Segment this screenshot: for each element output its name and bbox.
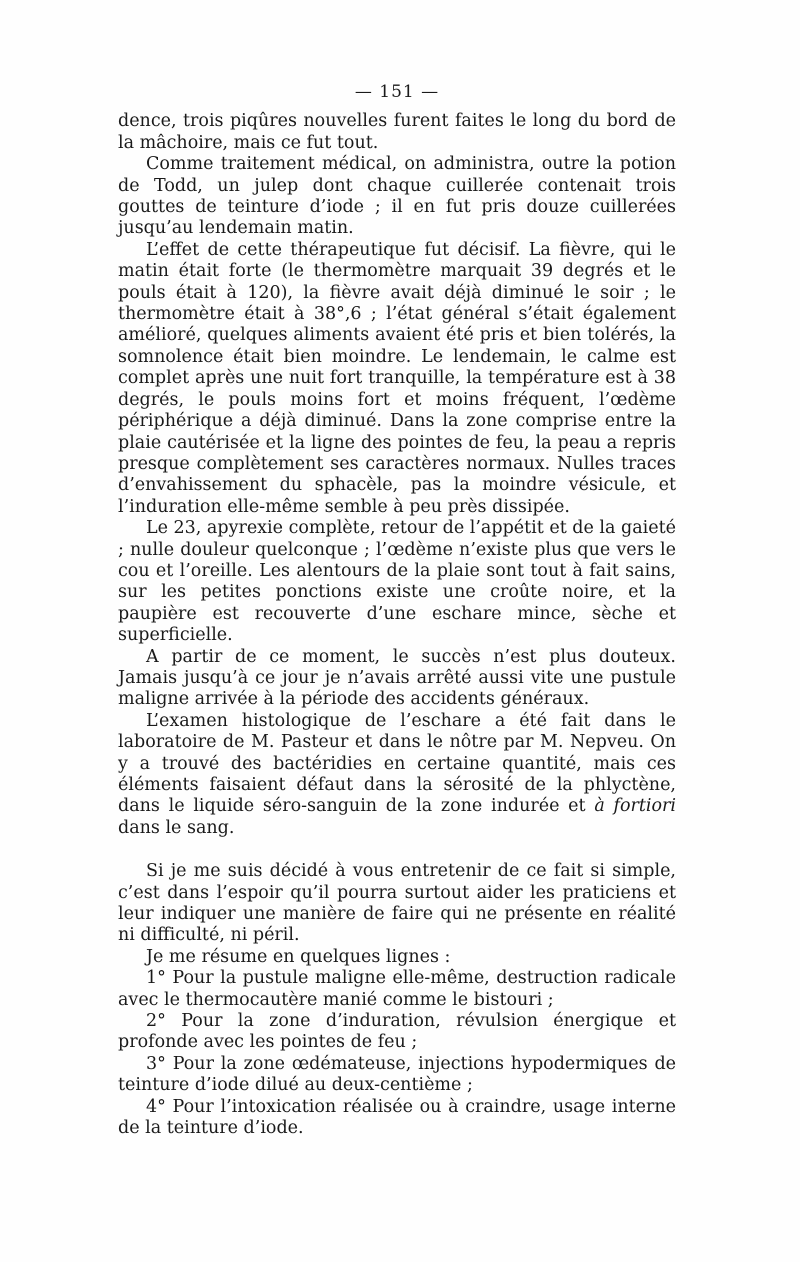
list-item-3: 3° Pour la zone œdémateuse, injections hypodermiques de teinture d’iode dilué au deux-centième ; — [118, 1053, 676, 1096]
list-item-1: 1° Pour la pustule maligne elle-même, destruction radicale avec le thermocautère manié comme le bistouri ; — [118, 968, 676, 1010]
paragraph-2: Comme traitement médical, on administra, outre la potion de Todd, un julep dont chaque cuillerée contenait trois gouttes de teinture d’iode ; il en fut pris douze cuillerées jusqu’au lendemain matin. — [118, 154, 676, 239]
paragraph-3: L’effet de cette thérapeutique fut décisif. La fièvre, qui le matin était forte (le thermomètre marquait 39 degrés et le pouls était à 120), la fièvre avait déjà diminué le soir ; le thermomètre était à 38°,6 ; l’état général s’était également amélioré, quelques aliments avaient été pris et bien tolérés, la somnolence était bien moindre. Le lendemain, le calme est complet après une nuit fort tranquille, la température est à 38 degrés, le pouls moins fort et moins fréquent, l’œdème périphérique a déjà diminué. Dans la zone comprise entre la plaie cautérisée et la ligne des pointes de feu, la peau a repris presque complètement ses caractères normaux. Nulles traces d’envahissement du sphacèle, pas la moindre vésicule, et l’induration elle-même semble à peu près dissipée. — [118, 239, 676, 517]
paragraph-1: dence, trois piqûres nouvelles furent faites le long du bord de la mâchoire, mais ce fut tout. — [118, 111, 676, 153]
paragraph-4: Le 23, apyrexie complète, retour de l’appétit et de la gaieté ; nulle douleur quelconque ; l’œdème n’existe plus que vers le cou et l’oreille. Les alentours de la plaie sont tout à fait sains, sur les petites ponctions existe une croûte noire, et la paupière est recouverte d’une eschare mince, sèche et superficielle. — [118, 518, 676, 646]
paragraph-6: L’examen histologique de l’eschare a été fait dans le laboratoire de M. Pasteur et dans le nôtre par M. Nepveu. On y a trouvé des bactéridies en certaine quantité, mais ces éléments faisaient défaut dans la sérosité de la phlyctène, dans le liquide séro-sanguin de la zone indurée et à fortiori dans le sang. — [118, 710, 676, 838]
paragraph-7: Si je me suis décidé à vous entretenir de ce fait si simple, c’est dans l’espoir qu’il pourra surtout aider les praticiens et leur indiquer une manière de faire qui ne présente en réalité ni difficulté, ni péril. — [118, 861, 676, 946]
italic-phrase: à fortiori — [594, 796, 676, 817]
paragraph-8: Je me résume en quelques lignes : — [146, 946, 451, 967]
list-item-2: 2° Pour la zone d’induration, révulsion énergique et profonde avec les pointes de feu ; — [118, 1011, 676, 1053]
page-number: — 151 — — [354, 82, 440, 102]
list-item-4: 4° Pour l’intoxication réalisée ou à craindre, usage interne de la teinture d’iode. — [118, 1096, 676, 1139]
paragraph-5: A partir de ce moment, le succès n’est plus douteux. Jamais jusqu’à ce jour je n’avais arrêté aussi vite une pustule maligne arrivée à la période des accidents généraux. — [118, 646, 676, 710]
